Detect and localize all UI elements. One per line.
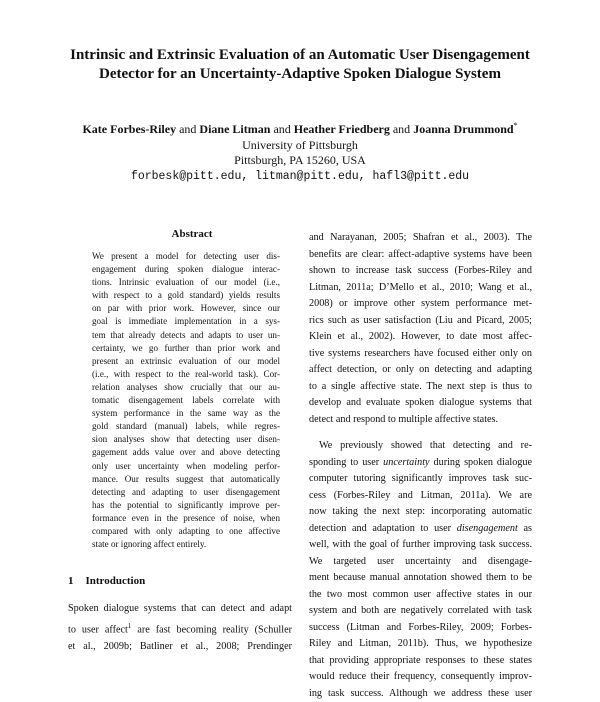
body-line — [309, 455, 532, 472]
abstract-body — [92, 250, 280, 551]
abstract-line: system performance in the same way as the — [92, 407, 280, 420]
abstract-line: on par with prior work. However, since our — [92, 302, 280, 315]
abstract-line: formance even in the presence of noise, when — [92, 512, 280, 525]
body-line: detect and respond to multiple affective states. — [309, 412, 532, 429]
abstract-line: tions. Intrinsic evaluation of our model (i.e., — [92, 276, 280, 289]
body-line: cess (Forbes-Riley and Litman, 2011a). We are — [309, 488, 532, 505]
body-line: tive systems researchers have focused either only on — [309, 346, 532, 363]
paragraph-gap — [309, 428, 532, 438]
author-block — [40, 118, 560, 184]
abstract-line: detecting and adapting to user disengagement — [92, 486, 280, 499]
body-line: success (Litman and Forbes-Riley, 2009; Forbes- — [309, 620, 532, 637]
right-paragraph-2 — [309, 438, 532, 702]
body-line: that providing appropriate responses to these states — [309, 653, 532, 670]
footnote-mark-1: 1 — [128, 622, 132, 630]
abstract-line: tem that already detects and adapts to user un- — [92, 329, 280, 342]
author-names — [40, 118, 560, 138]
abstract-line: present an extrinsic evaluation of our model — [92, 355, 280, 368]
abstract-line: sion analyses show that detecting user disen- — [92, 433, 280, 446]
author-4: Joanna Drummond — [413, 122, 513, 136]
section-title: Introduction — [86, 575, 146, 587]
right-column — [309, 230, 532, 702]
abstract-heading: Abstract — [68, 228, 292, 240]
abstract-line: We present a model for detecting user dis- — [92, 250, 280, 263]
intro-line-2-end: are fast becoming reality (Schuller — [131, 624, 292, 635]
author-2: Diane Litman — [199, 122, 270, 136]
intro-line-2-start: to user affect — [68, 624, 128, 635]
abstract-line: certainty, we go further than prior work and — [92, 342, 280, 355]
section-number: 1 — [68, 575, 74, 587]
body-line: Klein et al., 2002). However, to date most affec- — [309, 329, 532, 346]
author-sep-2: and — [273, 122, 290, 136]
p2-l6-start: detection and adaptation to user — [309, 523, 457, 534]
p2-l2-end: during spoken dialogue — [430, 457, 532, 468]
body-line: benefits are clear: affect-adaptive systems have been — [309, 247, 532, 264]
abstract-line: mance. Our results suggest that automatically — [92, 473, 280, 486]
body-line: computer tutoring significantly improves task suc- — [309, 471, 532, 488]
section-heading-introduction — [68, 575, 292, 587]
left-column — [68, 228, 292, 655]
body-line — [309, 521, 532, 538]
introduction-text — [68, 601, 292, 655]
author-1: Kate Forbes-Riley — [82, 122, 176, 136]
author-3: Heather Friedberg — [294, 122, 390, 136]
abstract-line: tomatic disengagement labels correlate with — [92, 394, 280, 407]
body-line: would reduce their frequency, consequently improv- — [309, 669, 532, 686]
intro-line-1: Spoken dialogue systems that can detect and adapt — [68, 601, 292, 618]
body-line: and Narayanan, 2005; Shafran et al., 2003). The — [309, 230, 532, 247]
body-line: now taking the next step: incorporating automatic — [309, 504, 532, 521]
emphasis-disengagement: disengagement — [457, 523, 518, 534]
body-line: ing task success. Although we address these user — [309, 686, 532, 702]
abstract-line: (i.e., with respect to the real-world task). Cor- — [92, 368, 280, 381]
abstract-line: gagement adds value over and above detecting — [92, 446, 280, 459]
right-paragraph-1 — [309, 230, 532, 428]
abstract-line: with respect to a gold standard) yields results — [92, 289, 280, 302]
body-line: well, with the goal of further improving task success. — [309, 537, 532, 554]
title-line-1: Intrinsic and Extrinsic Evaluation of an Automatic User Disengagement — [40, 46, 560, 65]
intro-line-3: et al., 2009b; Batliner et al., 2008; Prendinger — [68, 639, 292, 656]
abstract-line: goal is immediate implementation in a sys- — [92, 315, 280, 328]
body-line: We previously showed that detecting and re- — [309, 438, 532, 455]
body-line: We targeted user uncertainty and disengage- — [309, 554, 532, 571]
abstract-line: gold standard (manual) labels, while regres- — [92, 420, 280, 433]
body-line: system and both are negatively correlated with task — [309, 603, 532, 620]
body-line: rics such as user satisfaction (Liu and Picard, 2005; — [309, 313, 532, 330]
p2-l2-start: sponding to user — [309, 457, 383, 468]
p2-l6-end: as — [518, 523, 532, 534]
title-line-2: Detector for an Uncertainty-Adaptive Spoken Dialogue System — [40, 65, 560, 84]
body-line: Litman, 2011a; D’Mello et al., 2010; Wang et al., — [309, 280, 532, 297]
abstract-line: state or ignoring affect entirely. — [92, 538, 280, 551]
emails: forbesk@pitt.edu, litman@pitt.edu, hafl3@pitt.edu — [40, 169, 560, 185]
body-line: develop and evaluate spoken dialogue systems that — [309, 395, 532, 412]
abstract-line: only user uncertainty when modeling perfor- — [92, 460, 280, 473]
body-line: to a single affective state. The next step is thus to — [309, 379, 532, 396]
abstract-line: engagement during spoken dialogue interac- — [92, 263, 280, 276]
body-line: 2008) or improve other system performance met- — [309, 296, 532, 313]
body-line: the two most common user affective states in our — [309, 587, 532, 604]
body-line: ment because manual annotation showed them to be — [309, 570, 532, 587]
emphasis-uncertainty: uncertainty — [383, 457, 429, 468]
author-sep-3: and — [393, 122, 410, 136]
abstract-line: compared with only adapting to one affective — [92, 525, 280, 538]
paper-title — [40, 46, 560, 84]
affiliation: University of Pittsburgh — [40, 138, 560, 154]
address: Pittsburgh, PA 15260, USA — [40, 153, 560, 169]
author-sep-1: and — [179, 122, 196, 136]
body-line: Riley and Litman, 2011b). Thus, we hypothesize — [309, 636, 532, 653]
body-line: affect detection, or only on detecting and adapting — [309, 362, 532, 379]
abstract-line: has the potential to significantly improve per- — [92, 499, 280, 512]
abstract-line: relation analyses show crucially that our au- — [92, 381, 280, 394]
author-footnote-mark: * — [514, 121, 518, 130]
body-line: shown to increase task success (Forbes-Riley and — [309, 263, 532, 280]
intro-line-2 — [68, 618, 292, 639]
